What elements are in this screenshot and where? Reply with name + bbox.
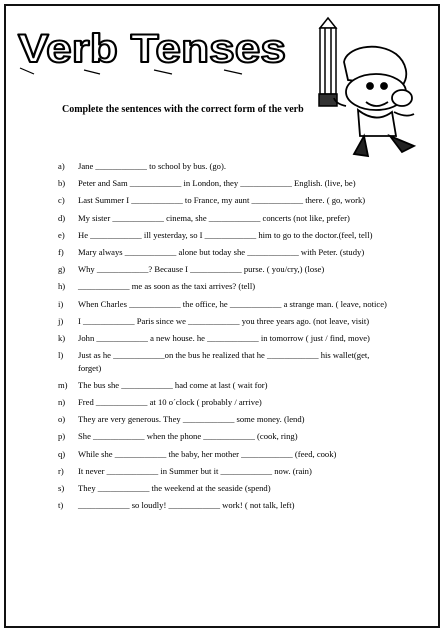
exercise-item bbox=[58, 263, 393, 275]
exercise-letter: e) bbox=[58, 229, 65, 240]
exercise-letter: q) bbox=[58, 448, 66, 459]
instruction-text: Complete the sentences with the correct form of the verb bbox=[62, 104, 304, 115]
title-word-verb: Verb Tenses bbox=[18, 27, 286, 71]
exercise-sentence: Peter and Sam ____________ in London, they ____________ English. (live, be) bbox=[78, 178, 356, 189]
exercise-letter: t) bbox=[58, 500, 64, 511]
exercise-sentence: When Charles ____________ the office, he ____________ a strange man. ( leave, notice) bbox=[78, 298, 387, 309]
exercise-item bbox=[58, 246, 393, 258]
exercise-letter: r) bbox=[58, 465, 64, 476]
exercise-letter: o) bbox=[58, 414, 66, 425]
exercise-item bbox=[58, 212, 393, 224]
exercise-sentence: ____________ so loudly! ____________ work! ( not talk, left) bbox=[78, 500, 295, 511]
exercise-sentence: Why ____________? Because I ____________ purse. ( you/cry,) (lose) bbox=[78, 264, 325, 275]
exercise-sentence: ____________ me as soon as the taxi arrives? (tell) bbox=[78, 281, 256, 292]
exercise-item bbox=[58, 499, 393, 511]
exercise-sentence: I ____________ Paris since we ____________ you three years ago. (not leave, visit) bbox=[78, 315, 370, 326]
mascot-illustration bbox=[306, 14, 424, 164]
exercise-letter: m) bbox=[58, 379, 68, 390]
exercise-sentence: The bus she ____________ had come at last ( wait for) bbox=[78, 379, 268, 390]
exercise-sentence: John ____________ a new house. he ____________ in tomorrow ( just / find, move) bbox=[78, 333, 370, 344]
exercise-letter: c) bbox=[58, 195, 65, 206]
exercise-item bbox=[58, 177, 393, 189]
exercise-sentence: He ____________ ill yesterday, so I ____________ him to go to the doctor.(feel, tell) bbox=[78, 229, 373, 240]
exercise-sentence: It never ____________ in Summer but it ____________ now. (rain) bbox=[78, 465, 312, 476]
exercise-item bbox=[58, 298, 393, 310]
exercise-letter: f) bbox=[58, 247, 64, 258]
exercise-item bbox=[58, 448, 393, 460]
exercise-letter: s) bbox=[58, 483, 65, 494]
exercise-list bbox=[58, 160, 393, 516]
exercise-letter: j) bbox=[58, 315, 64, 326]
exercise-letter: b) bbox=[58, 178, 66, 189]
exercise-item bbox=[58, 379, 393, 391]
exercise-sentence: Mary always ____________ alone but today she ____________ with Peter. (study) bbox=[78, 247, 365, 258]
exercise-sentence: She ____________ when the phone ____________ (cook, ring) bbox=[78, 431, 298, 442]
exercise-letter: l) bbox=[58, 350, 64, 361]
exercise-sentence: While she ____________ the baby, her mother ____________ (feed, cook) bbox=[78, 448, 337, 459]
exercise-sentence: Jane ____________ to school by bus. (go). bbox=[78, 161, 226, 171]
exercise-sentence: Fred ____________ at 10 o´clock ( probably / arrive) bbox=[78, 397, 262, 408]
exercise-letter: a) bbox=[58, 161, 65, 171]
exercise-item bbox=[58, 280, 393, 292]
exercise-sentence: Last Summer I ____________ to France, my aunt ____________ there. ( go, work) bbox=[78, 195, 366, 206]
exercise-item bbox=[58, 229, 393, 241]
exercise-item bbox=[58, 465, 393, 477]
exercise-item bbox=[58, 194, 393, 206]
pencil-mascot-icon bbox=[306, 14, 424, 164]
exercise-letter: n) bbox=[58, 397, 66, 408]
exercise-letter: g) bbox=[58, 264, 66, 275]
exercise-item bbox=[58, 349, 393, 374]
exercise-letter: k) bbox=[58, 333, 66, 344]
exercise-item bbox=[58, 160, 393, 172]
exercise-item bbox=[58, 430, 393, 442]
exercise-item bbox=[58, 315, 393, 327]
exercise-letter: p) bbox=[58, 431, 66, 442]
exercise-item bbox=[58, 332, 393, 344]
exercise-sentence: They ____________ the weekend at the seaside (spend) bbox=[78, 483, 271, 494]
exercise-sentence: My sister ____________ cinema, she ____________ concerts (not like, prefer) bbox=[78, 212, 350, 223]
exercise-letter: d) bbox=[58, 212, 66, 223]
exercise-item bbox=[58, 396, 393, 408]
exercise-letter: h) bbox=[58, 281, 66, 292]
exercise-sentence: They are very generous. They ____________ some money. (lend) bbox=[78, 414, 305, 425]
title-lettering bbox=[14, 16, 304, 80]
exercise-sentence: Just as he ____________on the bus he realized that he ____________ his wallet(get, forget) bbox=[78, 350, 372, 373]
exercise-letter: i) bbox=[58, 298, 64, 309]
exercise-item bbox=[58, 413, 393, 425]
worksheet-title bbox=[14, 16, 304, 80]
exercise-item bbox=[58, 482, 393, 494]
